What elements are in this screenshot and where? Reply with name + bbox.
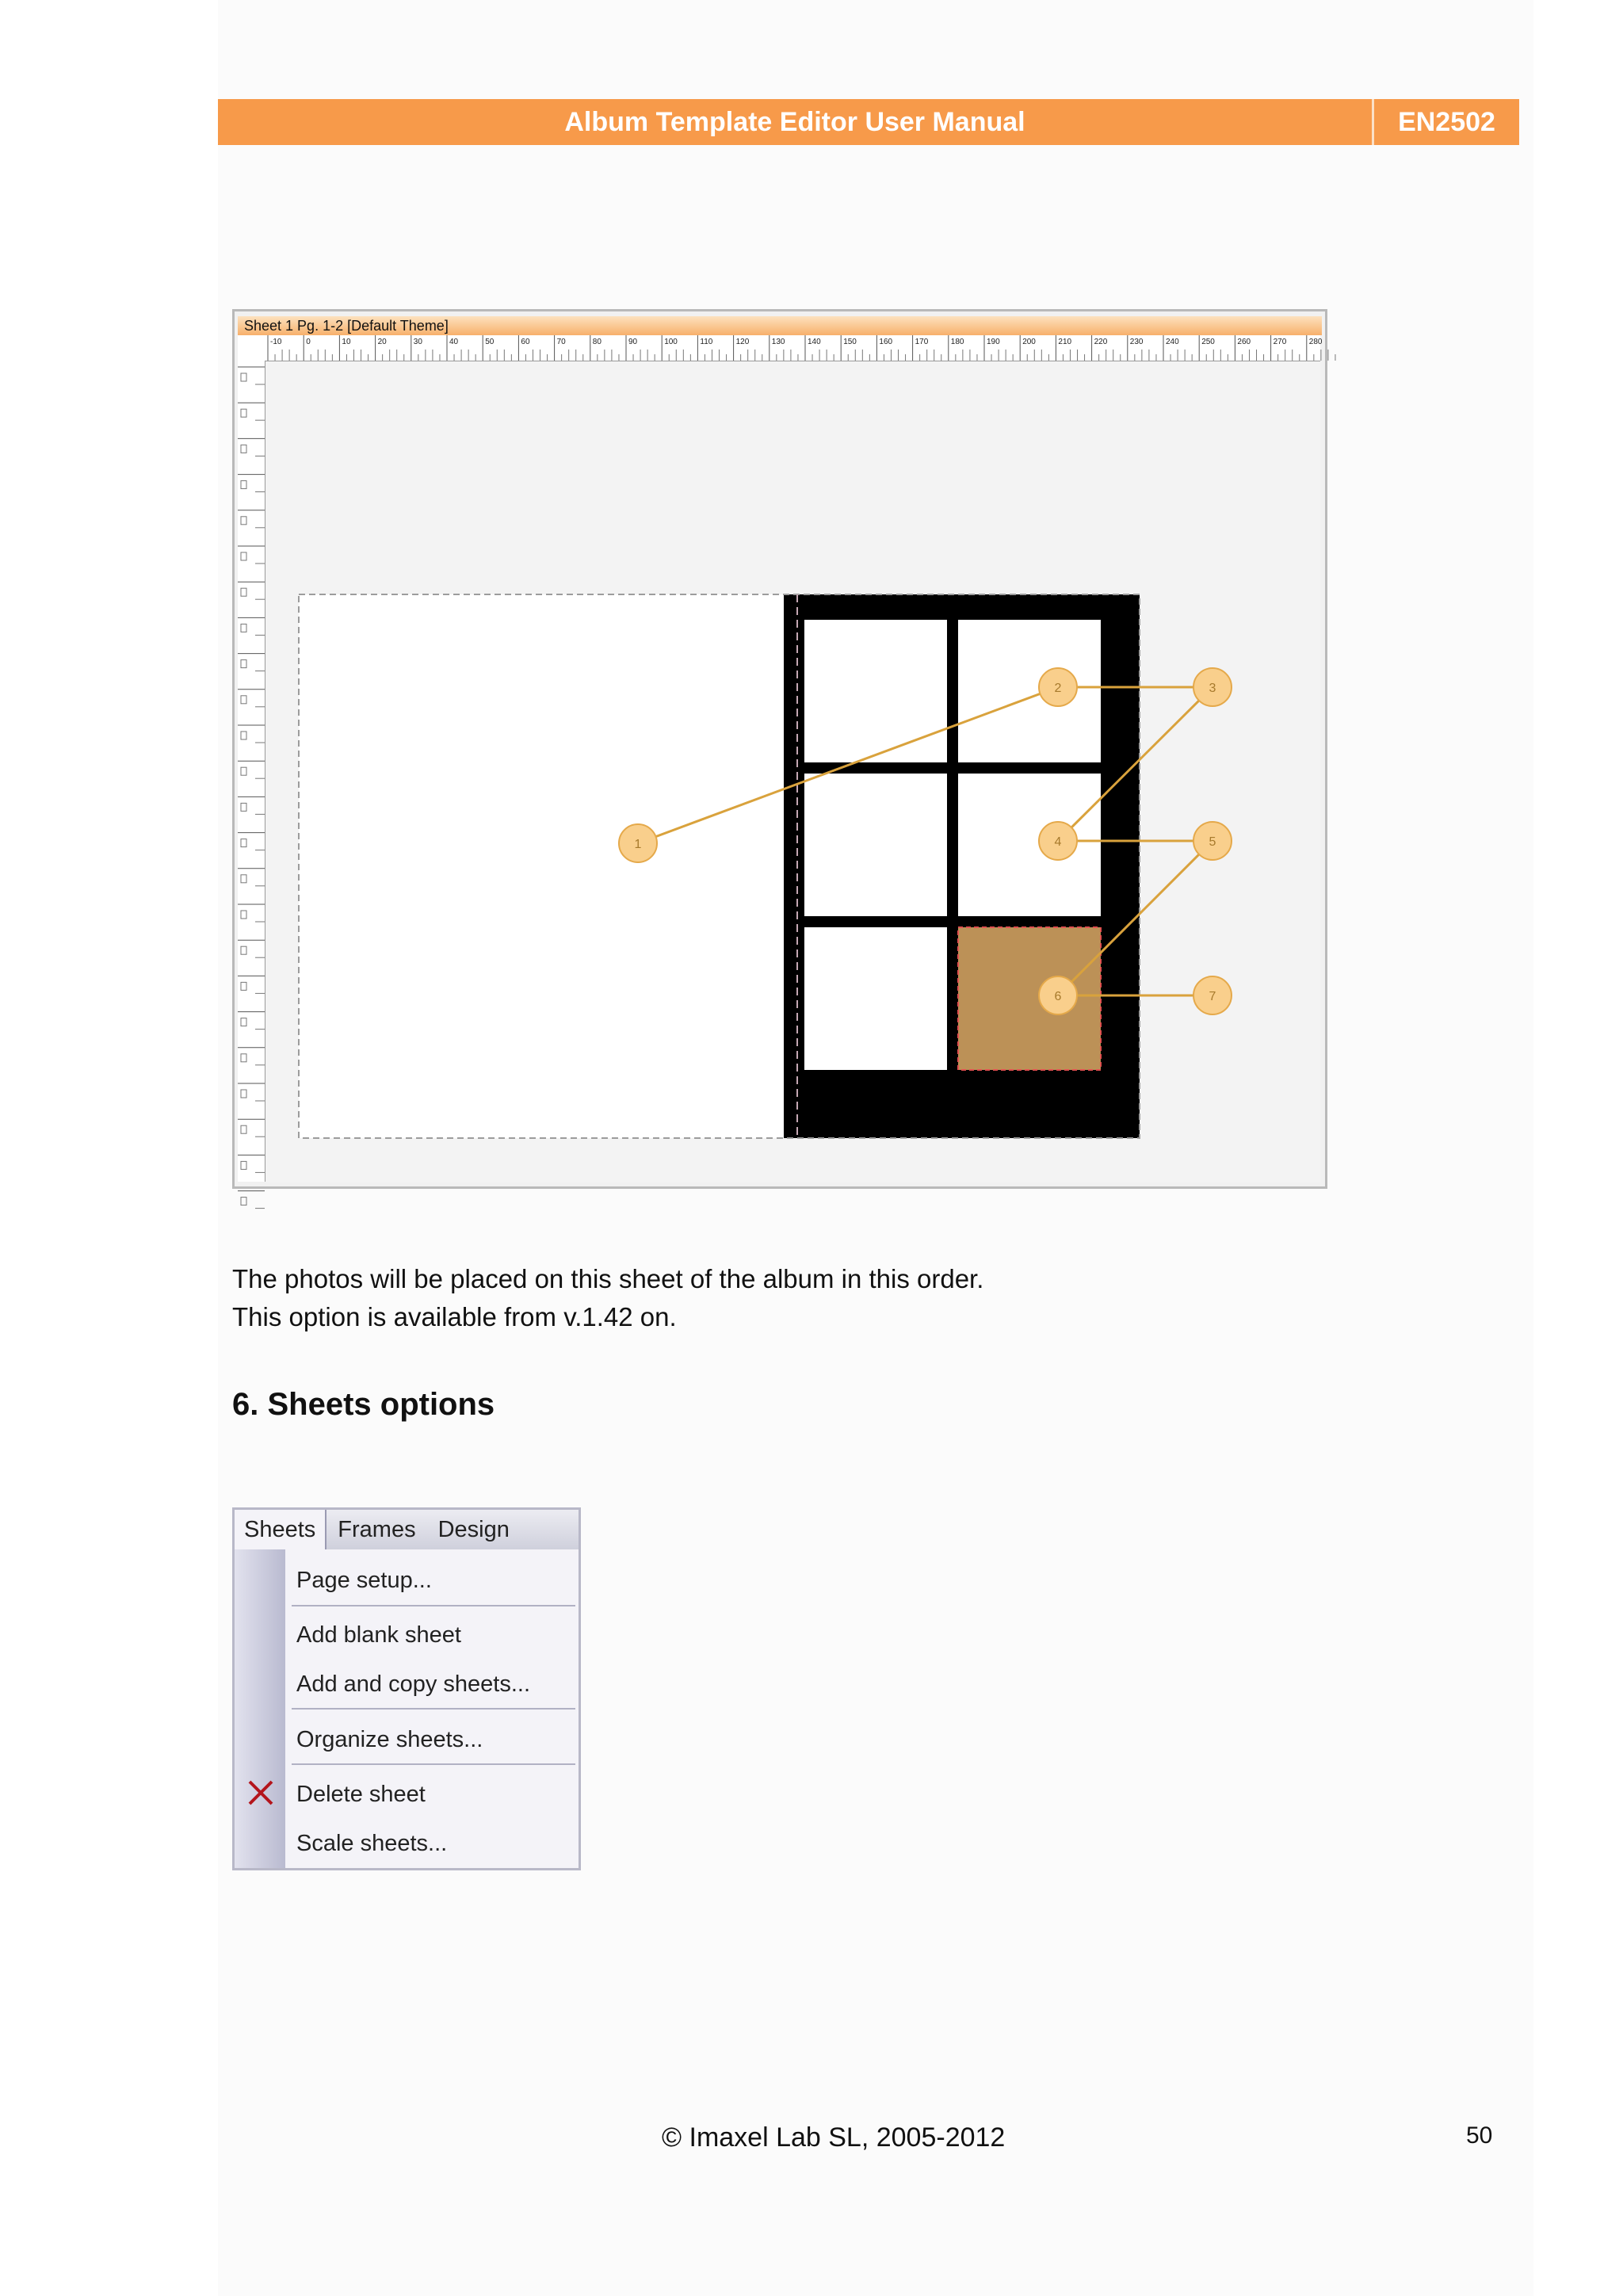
- ruler-label: 90: [628, 338, 638, 346]
- ruler-label-mark: [241, 1090, 246, 1098]
- ruler-label: 130: [771, 338, 785, 346]
- order-marker-label: 4: [1054, 835, 1062, 849]
- ruler-label: 170: [915, 338, 929, 346]
- menu-item-add-copy-sheets[interactable]: Add and copy sheets...: [296, 1671, 531, 1697]
- menu-tab-sheets[interactable]: Sheets: [235, 1510, 327, 1549]
- ruler-label-mark: [241, 1125, 246, 1133]
- sheets-menu-screenshot: [232, 1507, 581, 1870]
- photo-frame-5: [958, 774, 1101, 916]
- ruler-label-mark: [241, 982, 246, 990]
- ruler-label-mark: [241, 767, 246, 775]
- horizontal-ruler-svg: [265, 335, 1323, 361]
- page-number: 50: [1466, 2122, 1493, 2149]
- order-marker-7: [1193, 976, 1232, 1014]
- menu-item-organize-sheets[interactable]: Organize sheets...: [296, 1726, 483, 1752]
- photo-frame-6: [804, 927, 947, 1070]
- section-heading: 6. Sheets options: [232, 1387, 495, 1422]
- photo-frame-2: [804, 620, 947, 762]
- horizontal-ruler: [265, 335, 1323, 361]
- order-marker-label: 6: [1054, 990, 1062, 1003]
- ruler-label-mark: [241, 481, 246, 489]
- order-marker-label: 3: [1209, 682, 1216, 695]
- sheet-canvas-svg: [265, 361, 1320, 1182]
- menu-item-add-blank-sheet[interactable]: Add blank sheet: [296, 1622, 461, 1648]
- order-marker-label: 2: [1054, 682, 1062, 695]
- ruler-label: 80: [592, 338, 601, 346]
- ruler-label: 140: [808, 338, 821, 346]
- photo-frame-3: [958, 620, 1101, 762]
- menu-item-delete-sheet[interactable]: Delete sheet: [296, 1781, 426, 1807]
- ruler-label: 220: [1094, 338, 1108, 346]
- vertical-ruler: [238, 361, 265, 1182]
- sheet-editor-screenshot: [232, 309, 1327, 1189]
- ruler-label: 180: [950, 338, 964, 346]
- ruler-label-mark: [241, 517, 246, 525]
- ruler-label-mark: [241, 946, 246, 954]
- ruler-label-mark: [241, 660, 246, 668]
- order-marker-6: [1039, 976, 1077, 1014]
- ruler-label: -10: [270, 338, 282, 346]
- ruler-label: 270: [1273, 338, 1287, 346]
- ruler-label: 190: [987, 338, 1000, 346]
- ruler-label: 0: [306, 338, 311, 346]
- left-page: [299, 594, 643, 1138]
- ruler-label: 200: [1022, 338, 1036, 346]
- delete-x-icon: [246, 1778, 276, 1808]
- ruler-label-mark: [241, 911, 246, 919]
- menu-separator: [292, 1605, 575, 1606]
- ruler-label-mark: [241, 875, 246, 883]
- ruler-label: 60: [521, 338, 530, 346]
- ruler-label-mark: [241, 409, 246, 417]
- menu-tab-frames[interactable]: Frames: [338, 1516, 416, 1542]
- ruler-label-mark: [241, 839, 246, 847]
- order-marker-5: [1193, 822, 1232, 860]
- ruler-label-mark: [241, 803, 246, 811]
- spread-middle: [643, 594, 784, 1138]
- ruler-label: 160: [879, 338, 893, 346]
- ruler-label: 260: [1237, 338, 1251, 346]
- ruler-label: 240: [1166, 338, 1179, 346]
- order-marker-label: 5: [1209, 835, 1216, 849]
- ruler-label: 50: [485, 338, 495, 346]
- ruler-label: 230: [1129, 338, 1144, 346]
- menu-icon-gutter: [235, 1549, 285, 1868]
- ruler-label: 10: [342, 338, 351, 346]
- footer-copyright: © Imaxel Lab SL, 2005-2012: [662, 2122, 1006, 2153]
- menu-bar: [235, 1510, 579, 1549]
- order-marker-1: [619, 824, 657, 862]
- ruler-label-mark: [241, 732, 246, 739]
- order-marker-label: 1: [634, 838, 642, 851]
- ruler-label: 210: [1058, 338, 1072, 346]
- ruler-label-mark: [241, 1161, 246, 1169]
- menu-separator: [292, 1763, 575, 1765]
- menu-tab-design[interactable]: Design: [437, 1516, 510, 1542]
- ruler-label-mark: [241, 445, 246, 453]
- header-doc-code: EN2502: [1374, 99, 1519, 145]
- ruler-label: 110: [700, 338, 713, 346]
- ruler-label-mark: [241, 1054, 246, 1062]
- ruler-label: 150: [843, 338, 857, 346]
- ruler-corner: [238, 335, 265, 361]
- menu-item-scale-sheets[interactable]: Scale sheets...: [296, 1830, 448, 1856]
- ruler-label: 120: [735, 338, 750, 346]
- order-marker-label: 7: [1209, 990, 1216, 1003]
- ruler-label-mark: [241, 373, 246, 381]
- ruler-label: 70: [556, 338, 566, 346]
- order-marker-2: [1039, 668, 1077, 706]
- ruler-label-mark: [241, 1018, 246, 1026]
- sheet-title-bar: Sheet 1 Pg. 1-2 [Default Theme]: [238, 316, 1322, 335]
- header-title: Album Template Editor User Manual: [218, 99, 1372, 145]
- body-line-1: The photos will be placed on this sheet of the album in this order.: [232, 1264, 984, 1293]
- photo-frame-4: [804, 774, 947, 916]
- sheet-canvas[interactable]: [265, 361, 1320, 1182]
- ruler-label: 30: [413, 338, 422, 346]
- page-header: [218, 99, 1519, 145]
- ruler-label-mark: [241, 624, 246, 632]
- body-line-2: This option is available from v.1.42 on.: [232, 1302, 677, 1331]
- order-marker-4: [1039, 822, 1077, 860]
- ruler-label: 280: [1308, 338, 1323, 346]
- ruler-label: 100: [664, 338, 678, 346]
- photo-frame-7-selected: [958, 927, 1101, 1070]
- ruler-label: 40: [449, 338, 459, 346]
- order-marker-3: [1193, 668, 1232, 706]
- menu-separator: [292, 1708, 575, 1710]
- vertical-ruler-svg: [238, 361, 265, 1182]
- ruler-label-mark: [241, 588, 246, 596]
- ruler-label-mark: [241, 552, 246, 560]
- menu-item-page-setup[interactable]: Page setup...: [296, 1567, 432, 1593]
- ruler-label: 250: [1201, 338, 1215, 346]
- ruler-label: 20: [377, 338, 387, 346]
- ruler-label-mark: [241, 696, 246, 704]
